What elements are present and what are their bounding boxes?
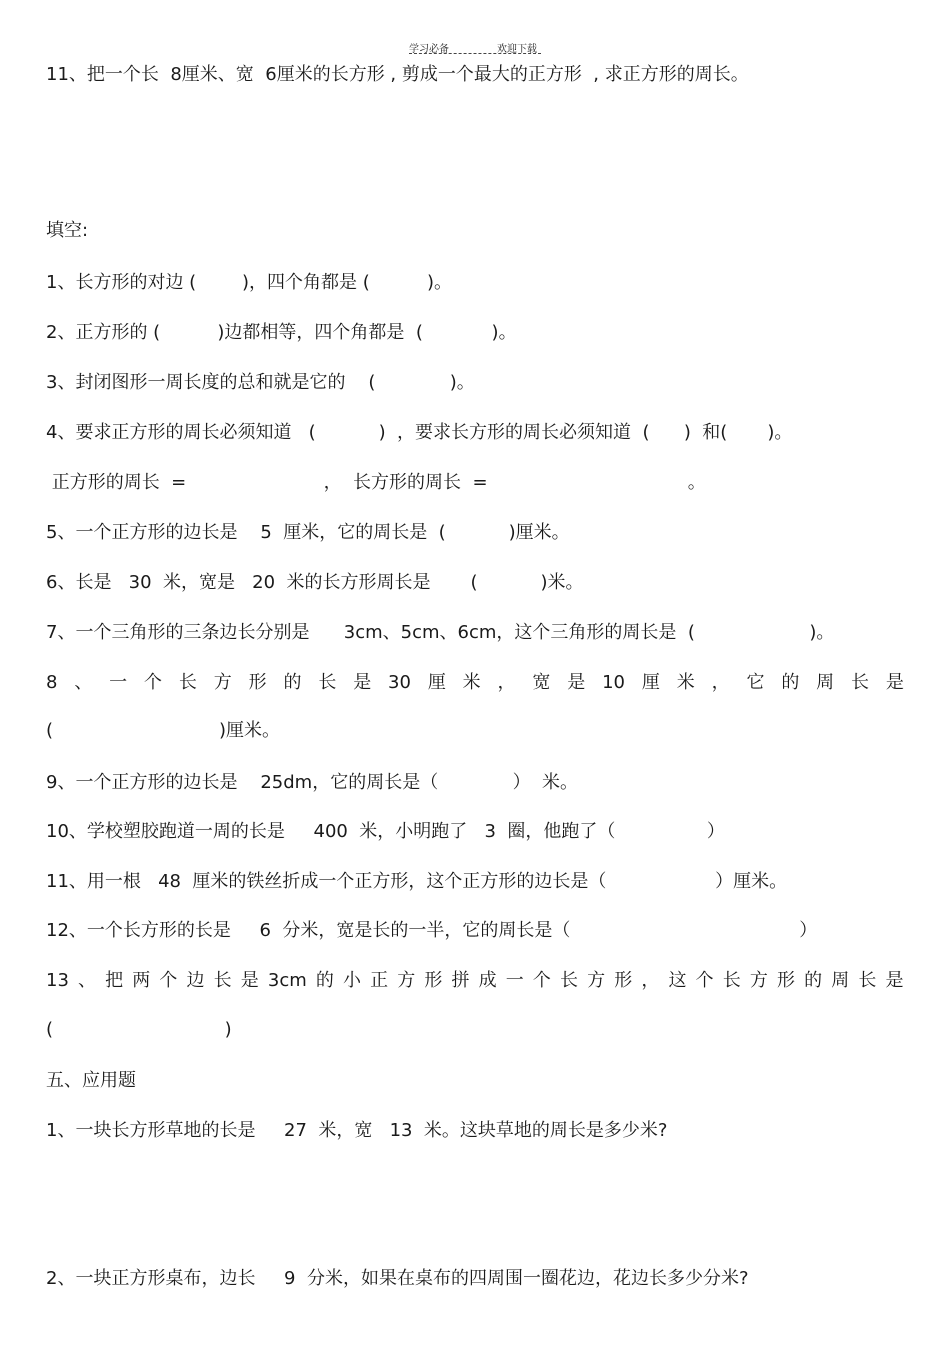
fill-question-13-token: 形 — [777, 970, 796, 991]
fill-question-13-token: 形 — [614, 970, 633, 991]
fill-question-4: 4、要求正方形的周长必须知道 ( ) ，要求长方形的周长必须知道 ( ) 和( )。 — [46, 422, 793, 443]
fill-question-10: 10、学校塑胶跑道一周的长是 400 米，小明跑了 3 圈，他跑了（ ） — [46, 821, 725, 842]
fill-question-13-token: 长 — [858, 970, 877, 991]
fill-question-13-token: 的 — [804, 970, 823, 991]
fill-question-13-token: 是 — [885, 970, 904, 991]
fill-question-13-token: 方 — [587, 970, 606, 991]
fill-question-8-token: 长 — [178, 672, 197, 693]
header-divider — [409, 53, 541, 54]
fill-question-8-token: 是 — [567, 672, 586, 693]
fill-question-13-token: 拼 — [451, 970, 470, 991]
intro-question: 11、把一个长 8厘米、宽 6厘米的长方形 , 剪成一个最大的正方形 , 求正方形的周长。 — [46, 64, 749, 85]
fill-question-5: 5、一个正方形的边长是 5 厘米，它的周长是 ( )厘米。 — [46, 522, 570, 543]
page-header — [0, 38, 950, 58]
fill-question-13-token: 长 — [560, 970, 579, 991]
fill-question-13-token: 长 — [722, 970, 741, 991]
fill-question-8-token: 30 — [388, 672, 411, 693]
fill-question-8-token: 是 — [885, 672, 904, 693]
fill-question-13 — [46, 968, 904, 994]
fill-question-13-token: 形 — [424, 970, 443, 991]
fill-section-title: 填空: — [46, 220, 89, 241]
fill-question-8-token: 方 — [213, 672, 232, 693]
fill-question-13-token: 方 — [397, 970, 416, 991]
fill-question-13-token: 个 — [695, 970, 714, 991]
fill-question-13-blank: ( ) — [46, 1019, 232, 1040]
fill-question-8-token: 米 — [462, 672, 481, 693]
fill-question-12: 12、一个长方形的长是 6 分米，宽是长的一半，它的周长是（ ） — [46, 920, 818, 941]
fill-question-8-token: 一 — [109, 672, 128, 693]
fill-question-8-token: ， — [497, 672, 516, 693]
fill-question-13-token: ， — [641, 970, 660, 991]
fill-question-8-token: 是 — [353, 672, 372, 693]
fill-question-8-token: 它 — [746, 672, 765, 693]
fill-question-13-token: 、 — [78, 970, 97, 991]
fill-question-13-token: 3cm — [267, 970, 307, 991]
fill-question-13-token: 13 — [46, 970, 69, 991]
fill-question-8-token: 的 — [781, 672, 800, 693]
fill-question-1: 1、长方形的对边 ( )，四个角都是 ( )。 — [46, 272, 452, 293]
fill-question-8-token: 米 — [676, 672, 695, 693]
application-section-title: 五、应用题 — [46, 1070, 136, 1091]
fill-question-8-token: 10 — [602, 672, 626, 693]
fill-question-13-token: 一 — [505, 970, 524, 991]
fill-question-11: 11、用一根 48 厘米的铁丝折成一个正方形，这个正方形的边长是（ ）厘米。 — [46, 871, 788, 892]
fill-question-13-token: 长 — [213, 970, 232, 991]
fill-question-8-token: 8 — [46, 672, 58, 693]
fill-question-8-token: 周 — [816, 672, 835, 693]
fill-question-13-token: 把 — [105, 970, 124, 991]
fill-question-13-token: 小 — [343, 970, 362, 991]
fill-question-8-token: 长 — [318, 672, 337, 693]
fill-question-8-token: 宽 — [532, 672, 551, 693]
fill-question-8 — [46, 670, 904, 696]
fill-question-8-token: 形 — [248, 672, 267, 693]
fill-question-8-blank: ( )厘米。 — [46, 720, 280, 741]
fill-question-8-token: 厘 — [427, 672, 446, 693]
application-question-2: 2、一块正方形桌布，边长 9 分米，如果在桌布的四周围一圈花边，花边长多少分米? — [46, 1268, 749, 1289]
header-left-text: 学习必备 — [409, 44, 449, 55]
header-right-text: 欢迎下载 — [497, 44, 537, 55]
fill-question-3: 3、封闭图形一周长度的总和就是它的 ( )。 — [46, 372, 475, 393]
fill-question-13-token: 正 — [370, 970, 389, 991]
fill-question-13-token: 个 — [159, 970, 178, 991]
fill-question-13-token: 边 — [186, 970, 205, 991]
application-question-1: 1、一块长方形草地的长是 27 米，宽 13 米。这块草地的周长是多少米? — [46, 1120, 668, 1141]
fill-question-8-token: 厘 — [641, 672, 660, 693]
fill-question-7: 7、一个三角形的三条边长分别是 3cm、5cm、6cm，这个三角形的周长是 ( )。 — [46, 622, 835, 643]
fill-question-13-token: 周 — [831, 970, 850, 991]
fill-question-9: 9、一个正方形的边长是 25dm，它的周长是（ ） 米。 — [46, 772, 579, 793]
fill-question-8-token: 个 — [144, 672, 163, 693]
fill-question-8-token: 的 — [283, 672, 302, 693]
fill-question-6: 6、长是 30 米，宽是 20 米的长方形周长是 ( )米。 — [46, 572, 584, 593]
fill-question-4-formulas: 正方形的周长 = ， 长方形的周长 = 。 — [46, 472, 706, 493]
fill-question-13-token: 个 — [532, 970, 551, 991]
fill-question-8-token: 、 — [74, 672, 93, 693]
fill-question-8-token: ， — [711, 672, 730, 693]
fill-question-2: 2、正方形的 ( )边都相等，四个角都是 ( )。 — [46, 322, 517, 343]
fill-question-13-token: 的 — [315, 970, 334, 991]
fill-question-13-token: 成 — [478, 970, 497, 991]
fill-question-13-token: 两 — [132, 970, 151, 991]
fill-question-13-token: 方 — [749, 970, 768, 991]
fill-question-8-token: 长 — [851, 672, 870, 693]
fill-question-13-token: 是 — [240, 970, 259, 991]
fill-question-13-token: 这 — [668, 970, 687, 991]
